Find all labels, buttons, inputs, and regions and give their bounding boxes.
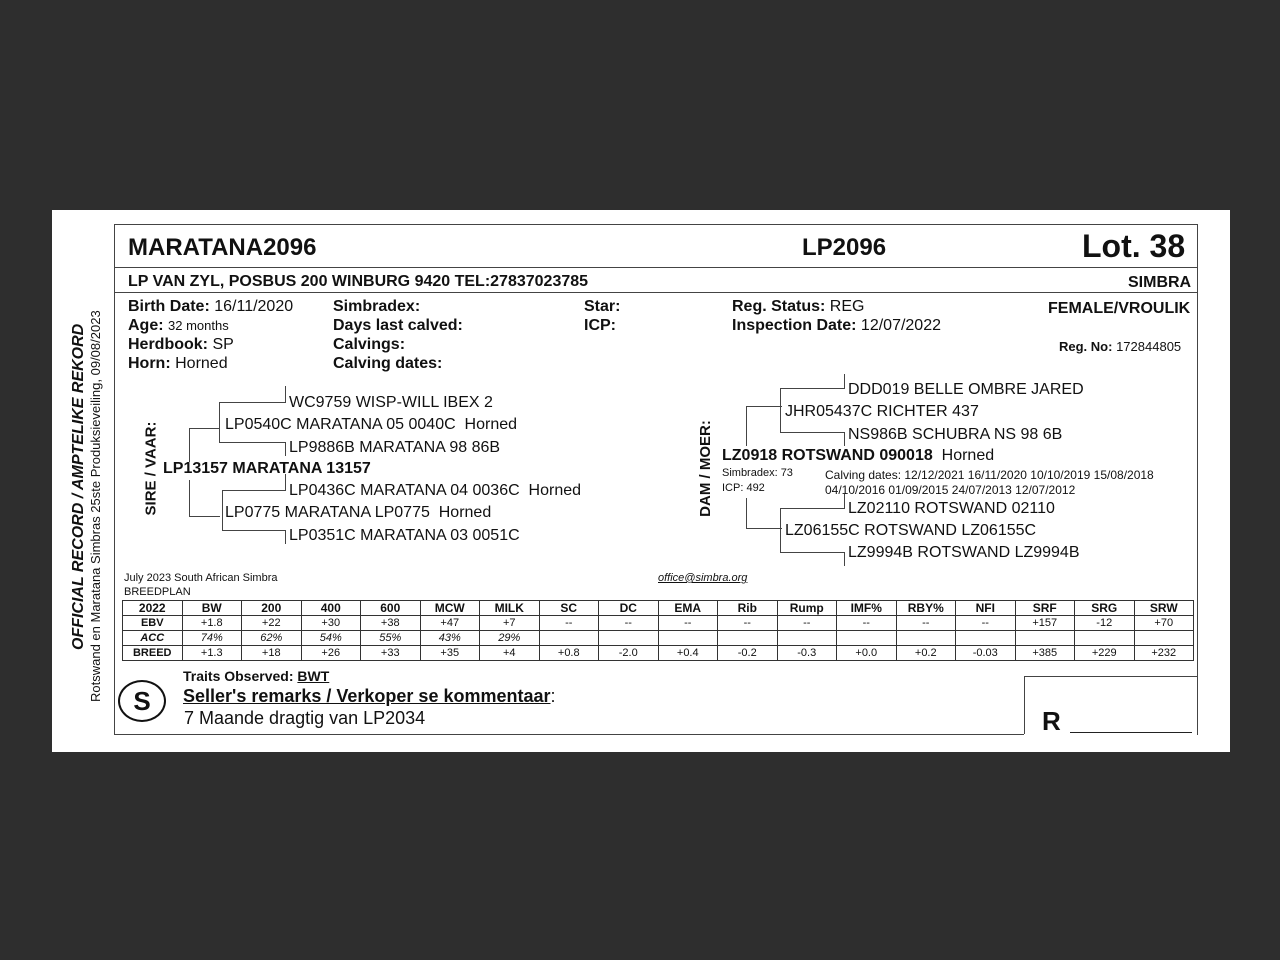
table-cell bbox=[1075, 631, 1135, 646]
table-cell: +18 bbox=[242, 646, 302, 661]
table-cell: -0.03 bbox=[956, 646, 1016, 661]
ebv-table bbox=[122, 600, 1194, 661]
reg-no: Reg. No: 172844805 bbox=[1059, 339, 1182, 354]
tree-line bbox=[746, 406, 747, 446]
sire-side-label: SIRE / VAAR: bbox=[142, 421, 160, 516]
birth-date: Birth Date: 16/11/2020 bbox=[128, 298, 294, 315]
icp-label: ICP: bbox=[584, 317, 616, 334]
table-header-row bbox=[123, 601, 1194, 616]
table-cell: -- bbox=[837, 616, 897, 631]
table-cell: -2.0 bbox=[599, 646, 659, 661]
frame-step-top bbox=[1024, 676, 1197, 677]
table-cell: BW bbox=[182, 601, 242, 616]
table-cell: +232 bbox=[1134, 646, 1194, 661]
sire-sire-dam: LP9886B MARATANA 98 86B bbox=[289, 439, 501, 456]
table-cell: +1.3 bbox=[182, 646, 242, 661]
dam-sire-dam: NS986B SCHUBRA NS 98 6B bbox=[848, 426, 1063, 443]
calving-dates-label: Calving dates: bbox=[333, 355, 443, 372]
table-cell: -- bbox=[956, 616, 1016, 631]
lot-record-card bbox=[52, 210, 1230, 752]
table-cell: +70 bbox=[1134, 616, 1194, 631]
table-cell bbox=[658, 631, 718, 646]
sire-sire-sire: WC9759 WISP-WILL IBEX 2 bbox=[289, 394, 493, 411]
dam-icp: ICP: 492 bbox=[722, 482, 765, 494]
table-cell: EMA bbox=[658, 601, 718, 616]
owner-line: LP VAN ZYL, POSBUS 200 WINBURG 9420 TEL:27837023785 bbox=[128, 273, 589, 290]
sex-label: FEMALE/VROULIK bbox=[1048, 300, 1191, 317]
reg-status: Reg. Status: REG bbox=[732, 298, 865, 315]
frame-step bbox=[1024, 676, 1025, 734]
table-cell: +30 bbox=[301, 616, 361, 631]
table-cell: DC bbox=[599, 601, 659, 616]
table-row-acc bbox=[123, 631, 1194, 646]
table-cell: -0.3 bbox=[777, 646, 837, 661]
traits-observed: Traits Observed: BWT bbox=[183, 668, 330, 684]
dam-sire-sire: DDD019 BELLE OMBRE JARED bbox=[848, 381, 1084, 398]
table-cell bbox=[1134, 631, 1194, 646]
table-cell: +1.8 bbox=[182, 616, 242, 631]
table-cell: +35 bbox=[420, 646, 480, 661]
dam-calving-dates-1: Calving dates: 12/12/2021 16/11/2020 10/10/2019 15/08/2018 bbox=[825, 468, 1154, 482]
table-cell bbox=[718, 631, 778, 646]
table-cell: +0.8 bbox=[539, 646, 599, 661]
tree-line bbox=[189, 428, 190, 462]
tree-line bbox=[222, 530, 286, 531]
tree-line bbox=[189, 428, 220, 429]
inspection-date: Inspection Date: 12/07/2022 bbox=[732, 317, 941, 334]
table-cell: NFI bbox=[956, 601, 1016, 616]
dam-dam: LZ06155C ROTSWAND LZ06155C bbox=[785, 522, 1037, 539]
animal-id: LP2096 bbox=[802, 234, 887, 261]
tree-line bbox=[780, 508, 845, 509]
tree-line bbox=[780, 432, 845, 433]
table-cell bbox=[599, 631, 659, 646]
table-cell: -- bbox=[718, 616, 778, 631]
table-cell bbox=[956, 631, 1016, 646]
sire-dam: LP0775 MARATANA LP0775 Horned bbox=[225, 504, 492, 521]
auction-caption: Rotswand en Maratana Simbras 25ste Produksieveiling, 09/08/2023 bbox=[88, 310, 103, 702]
table-row-breed bbox=[123, 646, 1194, 661]
breedplan-label: BREEDPLAN bbox=[124, 586, 191, 598]
table-cell: +26 bbox=[301, 646, 361, 661]
simbradex-label: Simbradex: bbox=[333, 298, 421, 315]
table-cell: SRF bbox=[1015, 601, 1075, 616]
tree-line bbox=[219, 442, 286, 443]
owner-divider bbox=[114, 292, 1197, 293]
tree-line bbox=[844, 552, 845, 566]
breedplan-caption: July 2023 South African Simbra bbox=[124, 572, 278, 584]
table-cell: RBY% bbox=[896, 601, 956, 616]
table-cell: 43% bbox=[420, 631, 480, 646]
table-cell: ACC bbox=[123, 631, 183, 646]
age: Age: 32 months bbox=[128, 317, 229, 334]
table-cell: 200 bbox=[242, 601, 302, 616]
table-cell: +0.4 bbox=[658, 646, 718, 661]
tree-line bbox=[844, 432, 845, 446]
price-label: R bbox=[1042, 706, 1061, 736]
table-cell: MCW bbox=[420, 601, 480, 616]
table-cell: +0.0 bbox=[837, 646, 897, 661]
frame-bottom-left bbox=[114, 734, 1024, 735]
tree-line bbox=[285, 474, 286, 490]
animal-name: MARATANA2096 bbox=[128, 234, 317, 261]
table-cell: IMF% bbox=[837, 601, 897, 616]
tree-line bbox=[285, 442, 286, 456]
sire-name: LP13157 MARATANA 13157 bbox=[163, 460, 371, 477]
herdbook: Herdbook: SP bbox=[128, 336, 234, 353]
table-cell: 62% bbox=[242, 631, 302, 646]
email-link[interactable]: office@simbra.org bbox=[658, 572, 748, 584]
table-cell: +385 bbox=[1015, 646, 1075, 661]
dam-simbradex: Simbradex: 73 bbox=[722, 467, 793, 479]
table-cell: -0.2 bbox=[718, 646, 778, 661]
dam-sire: JHR05437C RICHTER 437 bbox=[785, 403, 979, 420]
tree-line bbox=[219, 402, 286, 403]
table-cell: +229 bbox=[1075, 646, 1135, 661]
table-cell: SRW bbox=[1134, 601, 1194, 616]
table-cell: Rump bbox=[777, 601, 837, 616]
table-cell: +0.2 bbox=[896, 646, 956, 661]
tree-line bbox=[285, 386, 286, 402]
dam-calving-dates-2: 04/10/2016 01/09/2015 24/07/2013 12/07/2012 bbox=[825, 483, 1076, 497]
horn: Horn: Horned bbox=[128, 355, 228, 372]
table-cell bbox=[896, 631, 956, 646]
tree-line bbox=[780, 508, 781, 552]
tree-line bbox=[780, 388, 781, 432]
tree-line bbox=[780, 552, 845, 553]
tree-line bbox=[222, 490, 286, 491]
price-line[interactable] bbox=[1070, 732, 1192, 733]
remarks-heading: Seller's remarks / Verkoper se kommentaar: bbox=[183, 686, 556, 706]
table-cell: +22 bbox=[242, 616, 302, 631]
table-cell: EBV bbox=[123, 616, 183, 631]
calvings-label: Calvings: bbox=[333, 336, 406, 353]
table-cell: 600 bbox=[361, 601, 421, 616]
table-cell: SRG bbox=[1075, 601, 1135, 616]
table-cell: 2022 bbox=[123, 601, 183, 616]
dam-dam-dam: LZ9994B ROTSWAND LZ9994B bbox=[848, 544, 1080, 561]
lot-number: Lot. 38 bbox=[1082, 228, 1186, 264]
table-cell bbox=[539, 631, 599, 646]
table-cell: -- bbox=[599, 616, 659, 631]
table-cell: SC bbox=[539, 601, 599, 616]
table-cell: 29% bbox=[480, 631, 540, 646]
remarks-text: 7 Maande dragtig van LP2034 bbox=[184, 708, 426, 728]
table-cell: 400 bbox=[301, 601, 361, 616]
table-cell: -- bbox=[658, 616, 718, 631]
table-cell: +157 bbox=[1015, 616, 1075, 631]
simbra-logo-icon: S bbox=[118, 680, 166, 722]
table-cell bbox=[777, 631, 837, 646]
tree-line bbox=[780, 388, 845, 389]
tree-line bbox=[844, 494, 845, 508]
breed-label: SIMBRA bbox=[1128, 274, 1192, 291]
table-cell: -- bbox=[777, 616, 837, 631]
dam-side-label: DAM / MOER: bbox=[696, 420, 714, 517]
table-cell: 74% bbox=[182, 631, 242, 646]
tree-line bbox=[746, 528, 782, 529]
table-cell: +33 bbox=[361, 646, 421, 661]
dam-dam-sire: LZ02110 ROTSWAND 02110 bbox=[848, 500, 1055, 517]
table-row-ebv bbox=[123, 616, 1194, 631]
tree-line bbox=[746, 498, 747, 528]
dam-name: LZ0918 ROTSWAND 090018 Horned bbox=[722, 447, 995, 464]
header-divider bbox=[114, 267, 1197, 268]
table-cell: +47 bbox=[420, 616, 480, 631]
tree-line bbox=[219, 402, 220, 442]
sire-dam-dam: LP0351C MARATANA 03 0051C bbox=[289, 527, 520, 544]
tree-line bbox=[189, 480, 190, 516]
table-cell: 54% bbox=[301, 631, 361, 646]
tree-line bbox=[285, 530, 286, 544]
tree-line bbox=[844, 374, 845, 388]
sire-dam-sire: LP0436C MARATANA 04 0036C Horned bbox=[289, 482, 582, 499]
table-cell: Rib bbox=[718, 601, 778, 616]
table-cell: -12 bbox=[1075, 616, 1135, 631]
table-cell: BREED bbox=[123, 646, 183, 661]
tree-line bbox=[189, 516, 220, 517]
table-cell: MILK bbox=[480, 601, 540, 616]
star-label: Star: bbox=[584, 298, 621, 315]
sire-sire: LP0540C MARATANA 05 0040C Horned bbox=[225, 416, 518, 433]
table-cell: +38 bbox=[361, 616, 421, 631]
table-cell: +4 bbox=[480, 646, 540, 661]
days-calved-label: Days last calved: bbox=[333, 317, 463, 334]
table-cell bbox=[1015, 631, 1075, 646]
official-record-label: OFFICIAL RECORD / AMPTELIKE REKORD bbox=[70, 323, 87, 650]
table-cell: +7 bbox=[480, 616, 540, 631]
tree-line bbox=[222, 490, 223, 530]
table-cell: -- bbox=[896, 616, 956, 631]
table-cell: 55% bbox=[361, 631, 421, 646]
table-cell bbox=[837, 631, 897, 646]
tree-line bbox=[746, 406, 782, 407]
table-cell: -- bbox=[539, 616, 599, 631]
